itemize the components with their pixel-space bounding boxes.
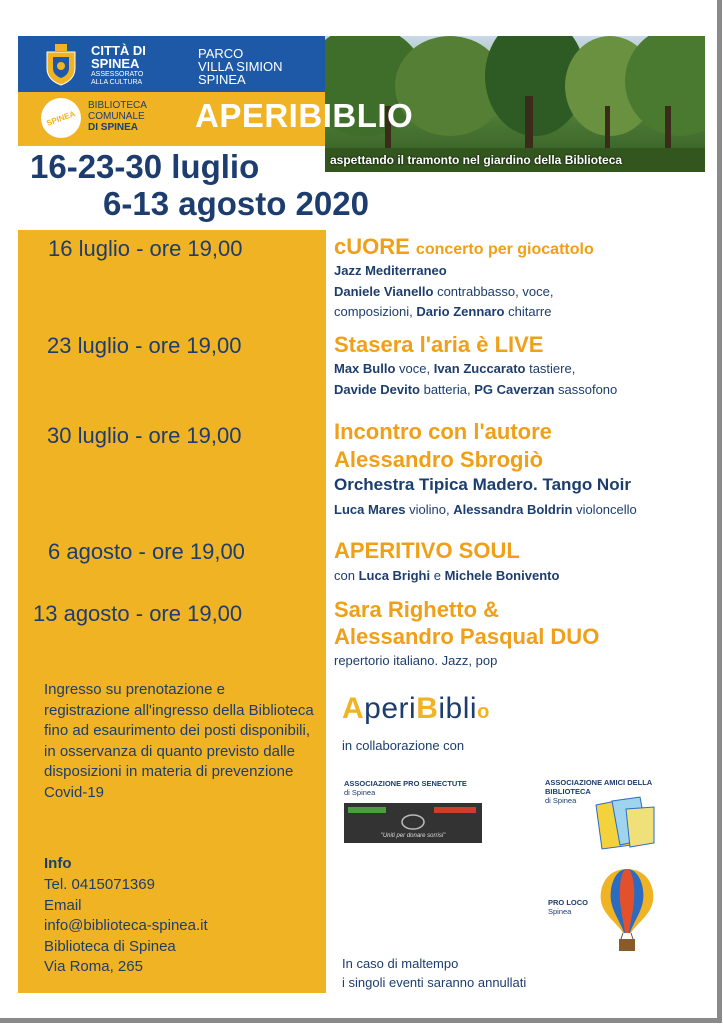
- balloon-icon: [597, 867, 657, 953]
- event-4-line1: con Luca Brighi e Michele Bonivento: [334, 568, 560, 583]
- citta-di-spinea: CITTÀ DI SPINEA: [91, 43, 146, 71]
- info-contact: [44, 875, 208, 978]
- pro-loco-label: PRO LOCO Spinea: [548, 898, 589, 916]
- aperibiblio-title: APERIBIBLIO: [195, 97, 414, 134]
- maltempo-notice: In caso di maltempo i singoli eventi saranno annullati: [342, 956, 527, 990]
- event-3-title-2: Alessandro Sbrogiò: [334, 447, 544, 472]
- dates-luglio: 16-23-30 luglio: [30, 148, 260, 185]
- event-2-when: 23 luglio - ore 19,00: [47, 333, 242, 358]
- event-4-title: APERITIVO SOUL: [334, 538, 520, 563]
- event-5-when: 13 agosto - ore 19,00: [33, 601, 243, 626]
- city-crest-icon: [44, 44, 78, 86]
- event-3-line2: Luca Mares violino, Alessandra Boldrin violoncello: [334, 502, 637, 517]
- info-address: Via Roma, 265: [44, 958, 143, 975]
- event-1-line2: Daniele Vianello contrabbasso, voce,: [334, 284, 554, 299]
- event-3-title-1: Incontro con l'autore: [334, 419, 552, 444]
- event-2-line1: Max Bullo voce, Ivan Zuccarato tastiere,: [334, 361, 576, 376]
- event-5-title-1: Sara Righetto &: [334, 597, 500, 622]
- info-tel: Tel. 0415071369: [44, 876, 155, 893]
- event-2-title: Stasera l'aria è LIVE: [334, 332, 544, 357]
- event-2-line2: Davide Devito batteria, PG Caverzan sassofono: [334, 382, 618, 397]
- pro-senectute-logo: "Uniti per donare sorrisi": [344, 803, 482, 843]
- event-4-when: 6 agosto - ore 19,00: [48, 539, 245, 564]
- event-1-line1: Jazz Mediterraneo: [334, 263, 447, 278]
- assessorato-cultura: ASSESSORATO ALLA CULTURA: [91, 71, 144, 86]
- hands-icon: [400, 813, 426, 831]
- info-email[interactable]: info@biblioteca-spinea.it: [44, 917, 208, 934]
- biblioteca-logo: SPINEA: [41, 98, 81, 138]
- pro-senectute-label: ASSOCIAZIONE PRO SENECTUTE di Spinea: [344, 779, 467, 797]
- event-1-when: 16 luglio - ore 19,00: [48, 236, 243, 261]
- event-5-title-2: Alessandro Pasqual DUO: [334, 624, 600, 649]
- parco-villa-simion: PARCO VILLA SIMION SPINEA: [198, 46, 283, 87]
- biblioteca-comunale-text: BIBLIOTECA COMUNALE DI SPINEA: [88, 100, 147, 133]
- amici-biblioteca-label: ASSOCIAZIONE AMICI DELLA BIBLIOTECA di Spinea: [545, 778, 653, 805]
- event-5-line1: repertorio italiano. Jazz, pop: [334, 653, 498, 668]
- info-email-label: Email: [44, 896, 82, 914]
- prenotazione-text: Ingresso su prenotazione e registrazione all'ingresso della Biblioteca fino ad esaurimento dei posti disponibili, in osservanza di quanto previsto dalle disposizioni in materia di prevenzione Covid-19: [44, 681, 314, 801]
- collaborazione-text: in collaborazione con: [342, 738, 465, 753]
- event-3-when: 30 luglio - ore 19,00: [47, 423, 242, 448]
- dates-agosto: 6-13 agosto 2020: [103, 185, 369, 222]
- event-1-line3: composizioni, Dario Zennaro chitarre: [334, 304, 552, 319]
- aperibiblio-logo: AperiBiblio: [342, 692, 490, 725]
- subtitle-tramonto: aspettando il tramonto nel giardino della Biblioteca: [330, 153, 623, 167]
- info-heading: Info: [44, 855, 72, 872]
- event-3-line1: Orchestra Tipica Madero. Tango Noir: [334, 475, 631, 494]
- info-place: Biblioteca di Spinea: [44, 937, 176, 955]
- book-icon: [592, 795, 658, 851]
- event-1-title: cUORE concerto per giocattolo: [334, 234, 594, 259]
